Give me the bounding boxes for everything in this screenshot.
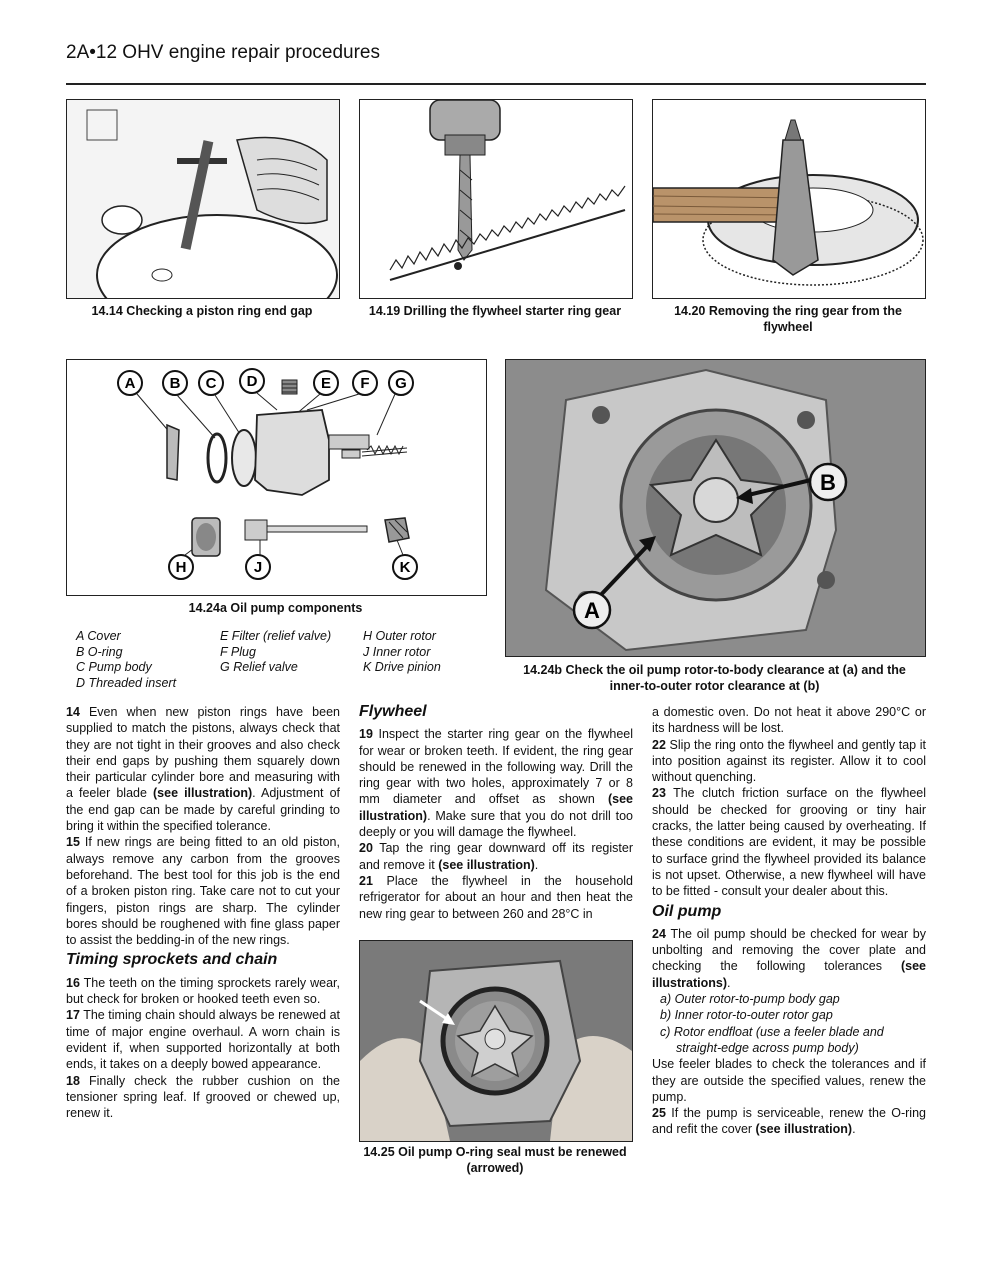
- svg-text:A: A: [584, 598, 600, 623]
- svg-text:B: B: [820, 470, 836, 495]
- text-column-3: [652, 704, 926, 1138]
- paragraph-21-cont: a domestic oven. Do not heat it above 290°C or its hardness will be lost.: [652, 705, 926, 736]
- list-item-b: b) Inner rotor-to-outer rotor gap: [660, 1008, 833, 1023]
- legend-item: C Pump body: [76, 660, 152, 674]
- legend-item: D Threaded insert: [76, 675, 177, 690]
- list-item-c: c) Rotor endfloat (use a feeler blade and: [660, 1024, 884, 1039]
- caption-14-24b: 14.24b Check the oil pump rotor-to-body clearance at (a) and the inner-to-outer rotor clearance at (b): [523, 663, 906, 693]
- paragraph-24-after: Use feeler blades to check the tolerances and if they are outside the specified values, renew the pump.: [652, 1057, 926, 1104]
- figure-14-25: [359, 940, 633, 1142]
- figure-14-14: [66, 99, 340, 299]
- callout-g: [389, 371, 413, 395]
- callout-a: [118, 371, 142, 395]
- paragraph-24: 24 The oil pump should be checked for wear by unbolting and removing the cover plate and checking the following tolerances (see illustrations).: [652, 926, 927, 990]
- callout-b: [810, 464, 846, 500]
- callout-k: [393, 555, 417, 579]
- oil-pump-exploded-diagram: [67, 360, 486, 595]
- oil-pump-oring-photo: [360, 941, 632, 1141]
- piston-ring-gap-illustration: [67, 100, 339, 298]
- paragraph-22: 22 Slip the ring onto the flywheel and gently tap it into position against its register. Allow it to cool without quenching.: [652, 737, 926, 785]
- paragraph-21: 21 Place the flywheel in the household refrigerator for about an hour and then heat the new ring gear to between 260 and 28°C in: [359, 873, 633, 921]
- callout-c: [199, 371, 223, 395]
- list-item-c-cont: straight-edge across pump body): [676, 1040, 859, 1055]
- legend-item: B O-ring: [76, 644, 123, 659]
- legend-col-3: [363, 629, 441, 676]
- legend-col-2: [220, 629, 331, 676]
- callout-d: [240, 369, 264, 393]
- paragraph-17: 17 The timing chain should always be renewed at time of major engine overhaul. A worn chain is evident if, when supported horizontally at both ends, it takes on a deeply bowed appearance.: [66, 1008, 340, 1072]
- paragraph-25: 25 If the pump is serviceable, renew the O-ring and refit the cover (see illustration).: [652, 1106, 926, 1137]
- list-item-a: a) Outer rotor-to-pump body gap: [660, 992, 840, 1007]
- text-column-1: [66, 704, 340, 1121]
- paragraph-15: 15 If new rings are being fitted to an old piston, always remove any carbon from the grooves beforehand. The best tool for this job is the end of a broken piston ring. Take care not to cut your fingers, piston rings are sharp. The cylinder bores should be roughened with fine glass paper to assist the bedding-in of the new rings.: [66, 835, 340, 948]
- svg-text:A: A: [124, 375, 136, 392]
- svg-text:J: J: [253, 559, 263, 576]
- figure-14-24b: [505, 359, 926, 657]
- legend-col-1: [76, 629, 176, 691]
- legend-item: H Outer rotor: [363, 629, 436, 643]
- svg-text:K: K: [399, 559, 411, 576]
- legend-item: G Relief valve: [220, 660, 298, 674]
- svg-text:E: E: [320, 375, 332, 392]
- paragraph-14: 14 Even when new piston rings have been supplied to match the pistons, always check that they are not tight in their grooves and also check their end gaps by pushing them squarely down their particular cylinder bore and measuring with a feeler blade (see illustration). Adjustment of the end gap can be made by careful grinding to bring it within the specified tolerance.: [66, 705, 340, 834]
- text-column-2: [359, 700, 633, 922]
- paragraph-20: 20 Tap the ring gear downward off its register and remove it (see illustration).: [359, 841, 633, 872]
- callout-a: [574, 592, 610, 628]
- caption-14-14: 14.14 Checking a piston ring end gap: [91, 304, 313, 318]
- caption-14-24a: 14.24a Oil pump components: [188, 601, 363, 615]
- paragraph-23: 23 The clutch friction surface on the flywheel should be checked for grooving or tiny hair cracks, the latter being caused by overheating. If these conditions are evident, it may be possible to surface grind the flywheel provided its balance is not upset. Otherwise, a new flywheel will have to be fitted - consult your dealer about this.: [652, 786, 926, 899]
- svg-text:G: G: [395, 375, 407, 392]
- svg-text:D: D: [246, 373, 258, 390]
- header-rule: [66, 83, 926, 85]
- svg-text:F: F: [360, 375, 370, 392]
- legend-item: J Inner rotor: [363, 644, 431, 659]
- heading-oil-pump: Oil pump: [652, 902, 722, 920]
- caption-14-25: 14.25 Oil pump O-ring seal must be renewed (arrowed): [363, 1145, 627, 1175]
- legend-item: E Filter (relief valve): [220, 629, 332, 643]
- paragraph-16: 16 The teeth on the timing sprockets rarely wear, but check for broken or hooked teeth even so.: [66, 975, 341, 1007]
- oil-pump-rotor-photo: [506, 360, 925, 656]
- callout-h: [169, 555, 193, 579]
- svg-text:B: B: [169, 375, 181, 392]
- figure-14-20: [652, 99, 926, 299]
- callout-b: [163, 371, 187, 395]
- legend-item: K Drive pinion: [363, 660, 441, 674]
- heading-timing-sprockets: Timing sprockets and chain: [66, 951, 278, 969]
- heading-flywheel: Flywheel: [359, 703, 427, 720]
- svg-text:C: C: [205, 375, 217, 392]
- caption-14-19: 14.19 Drilling the flywheel starter ring gear: [368, 304, 622, 318]
- paragraph-19: 19 Inspect the starter ring gear on the flywheel for wear or broken teeth. If evident, the ring gear should be renewed in the following way. Drill the ring gear with two holes, approximately 7 or 8 mm diameter and offset as shown (see illustration). Make sure that you do not drill too deeply or you will damage the flywheel.: [359, 727, 633, 840]
- callout-f: [353, 371, 377, 395]
- paragraph-18: 18 Finally check the rubber cushion on the tensioner spring leaf. If grooved or chewed up, renew it.: [66, 1073, 340, 1121]
- page-title: 2A•12 OHV engine repair procedures: [66, 42, 381, 63]
- drill-ring-gear-illustration: [360, 100, 632, 298]
- legend-item: A Cover: [76, 629, 121, 643]
- svg-text:H: H: [175, 559, 187, 576]
- figure-14-24a: [66, 359, 487, 596]
- legend-item: F Plug: [220, 644, 256, 659]
- figure-14-19: [359, 99, 633, 299]
- callout-j: [246, 555, 270, 579]
- callout-e: [314, 371, 338, 395]
- remove-ring-gear-illustration: [653, 100, 925, 298]
- caption-14-20: 14.20 Removing the ring gear from the flywheel: [674, 304, 902, 334]
